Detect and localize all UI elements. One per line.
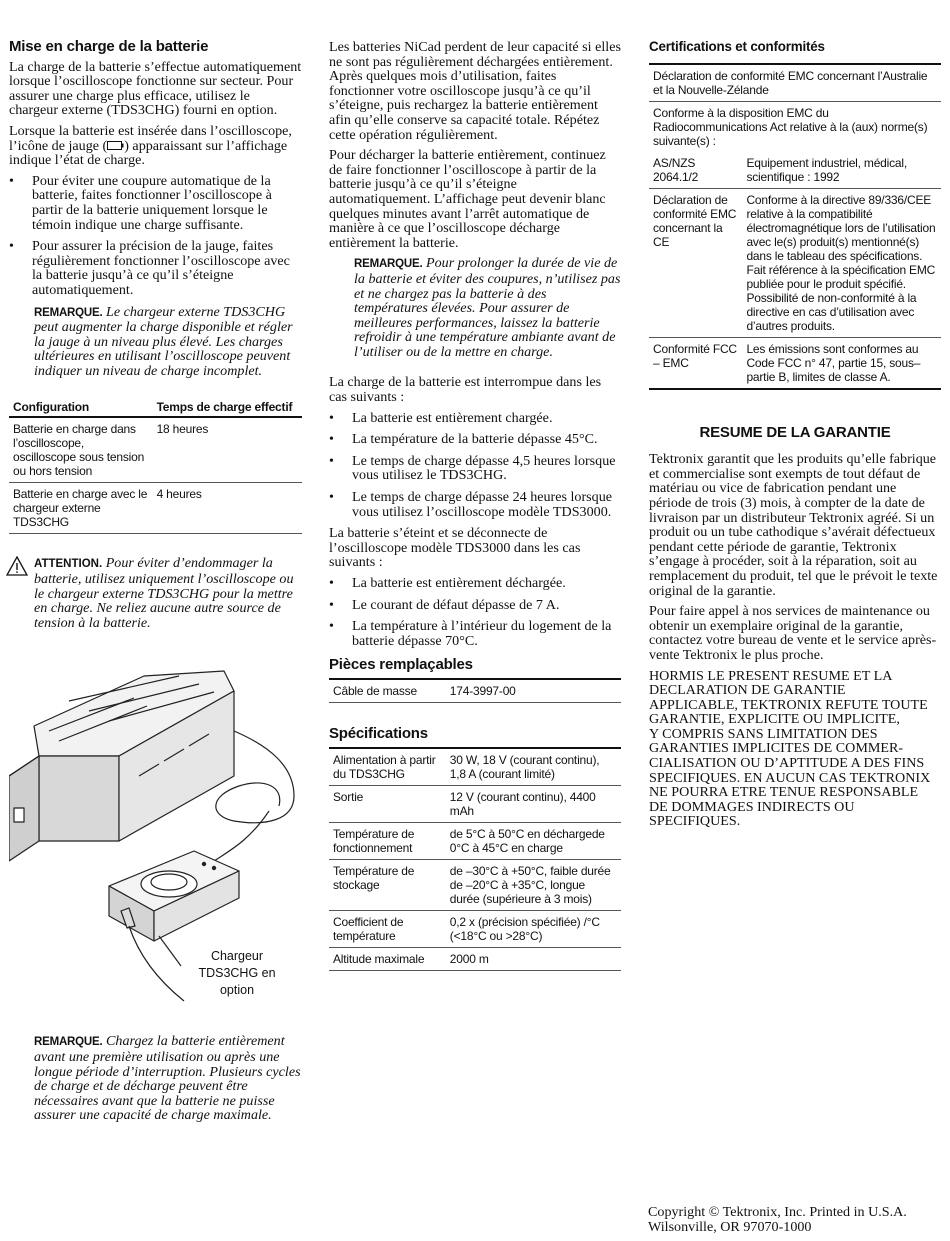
column-middle	[329, 40, 621, 971]
section-title-warranty: RESUME DE LA GARANTIE	[699, 423, 891, 441]
paragraph: Pour faire appel à nos services de maintenance ou obtenir un exemplaire original de la garantie, contactez votre bureau de vente et le service après-vente Tektronix le plus proche.	[649, 603, 937, 663]
disclaimer-line: SPECIFIQUES.	[649, 813, 741, 830]
table-cell: Déclaration de conformité EMC concernant l’Australie et la Nouvelle-Zélande	[649, 64, 941, 102]
table-cell: 4 heures	[153, 483, 302, 534]
list-item: • La batterie est entièrement chargée.	[329, 411, 621, 426]
list-item: • Pour éviter une coupure automatique de la batterie, faites fonctionner l’oscilloscope à partir de la batterie uniquement lorsque le témoin indique une charge suffisante.	[9, 174, 302, 232]
table-cell: Câble de masse	[329, 679, 446, 703]
disclaimer-line: APPLICABLE, TEKTRONIX REFUTE TOUTE	[649, 696, 928, 713]
table-cell: Température de stockage	[329, 859, 446, 910]
table-row	[329, 947, 621, 970]
bullet-list	[9, 174, 302, 298]
table-cell: Conformité FCC – EMC	[649, 337, 742, 389]
table-row	[329, 679, 621, 703]
warning-triangle-icon	[6, 556, 28, 576]
table-cell: AS/NZS 2064.1/2	[649, 152, 742, 189]
table-cell: 0,2 x (précision spécifiée) /°C (<18°C ou >28°C)	[446, 910, 621, 947]
note	[34, 305, 302, 379]
attention-label: ATTENTION.	[34, 558, 103, 571]
text-span: ) apparaissant sur l’affichage indique l’état de charge.	[9, 137, 288, 169]
disclaimer-line: GARANTIES IMPLICITES DE COMMER-	[649, 740, 904, 757]
list-item: • La température à l’intérieur du logement de la batterie dépasse 70°C.	[329, 619, 621, 648]
table-cell: 18 heures	[153, 417, 302, 483]
table-row	[329, 910, 621, 947]
table-cell: Conforme à la directive 89/336/CEE relative à la compatibilité électromagnétique lors de l’utilisation avec le(s) produit(s) mentionné(s) dans le tableau des spécifications. Fait référence à la spécification EMC publiée pour le produit spécifié. Possibilité de non-conformité à la directive en cas d’utilisation avec d’autres produits.	[742, 188, 941, 337]
attention-text: Pour éviter d’endommager la batterie, utilisez uniquement l’oscilloscope ou le chargeur externe TDS3CHG pour la mettre en charge. Ne reliez aucune autre source de tension à la batterie.	[34, 555, 294, 631]
bullet-list	[329, 576, 621, 648]
table-header: Configuration	[9, 396, 153, 417]
table-cell: Alimentation à partir du TDS3CHG	[329, 748, 446, 786]
section-title-parts: Pièces remplaçables	[329, 656, 473, 674]
attention-note	[9, 556, 302, 630]
table-row	[649, 152, 941, 189]
table-row	[9, 417, 302, 483]
table-cell: de –30°C à +50°C, faible durée de –20°C à +35°C, longue durée (supérieure à 3 mois)	[446, 859, 621, 910]
copyright-line: Copyright © Tektronix, Inc. Printed in U.S.A.	[648, 1204, 907, 1220]
table-row	[649, 188, 941, 337]
certifications-table	[649, 63, 941, 390]
table-row	[329, 859, 621, 910]
copyright-block	[648, 1205, 948, 1234]
table-cell: Equipement industriel, médical, scientifique : 1992	[742, 152, 941, 189]
disclaimer-line: SPECIFIQUES. EN AUCUN CAS TEKTRONIX	[649, 769, 931, 786]
table-cell: 30 W, 18 V (courant continu), 1,8 A (courant limité)	[446, 748, 621, 786]
table-row	[9, 483, 302, 534]
table-row	[649, 337, 941, 389]
paragraph-gauge	[9, 124, 302, 168]
table-cell: 12 V (courant continu), 4400 mAh	[446, 785, 621, 822]
paragraph: La batterie s’éteint et se déconnecte de l’oscilloscope modèle TDS3000 dans les cas suivants :	[329, 525, 581, 571]
section-title-battery-charging: Mise en charge de la batterie	[9, 38, 209, 55]
disclaimer-line: DECLARATION DE GARANTIE	[649, 682, 846, 699]
section-title-specifications: Spécifications	[329, 724, 428, 742]
list-item: • Le temps de charge dépasse 24 heures lorsque vous utilisez l’oscilloscope modèle TDS3000.	[329, 490, 621, 519]
list-item: • Le courant de défaut dépasse de 7 A.	[329, 598, 621, 613]
table-row	[329, 822, 621, 859]
list-item: • Pour assurer la précision de la jauge, faites régulièrement fonctionner l’oscilloscope avec la batterie jusqu’à ce qu’il s’éteigne automatiquement.	[9, 239, 302, 297]
column-right	[649, 36, 941, 829]
list-item: • La batterie est entièrement déchargée.	[329, 576, 621, 591]
charge-time-table	[9, 396, 302, 534]
table-header: Temps de charge effectif	[153, 396, 302, 417]
table-cell: 174-3997-00	[446, 679, 621, 703]
disclaimer-line: NE POURRA ETRE TENUE RESPONSABLE	[649, 784, 919, 801]
note-label: REMARQUE.	[354, 258, 423, 271]
charger-illustration	[9, 636, 302, 1028]
table-row	[329, 748, 621, 786]
battery-gauge-icon	[107, 141, 124, 150]
table-cell: Batterie en charge dans l’oscilloscope, oscilloscope sous tension ou hors tension	[9, 417, 153, 483]
table-cell: Coefficient de température	[329, 910, 446, 947]
paragraph: Pour décharger la batterie entièrement, continuez de faire fonctionner l’oscilloscope à partir de la batterie jusqu’à ce qu’il s’éteigne automatiquement. L’affichage peut devenir blanc quelques minutes avant l’arrêt automatique de manière à ce que l’oscilloscope décharge entièrement la batterie.	[329, 147, 606, 251]
paragraph: La charge de la batterie s’effectue automatiquement lorsque l’oscilloscope fonctionne sur secteur. Pour assurer une charge plus efficace, utilisez le chargeur externe (TDS3CHG) fourni en option.	[9, 58, 302, 119]
list-item: • Le temps de charge dépasse 4,5 heures lorsque vous utilisez le TDS3CHG.	[329, 454, 621, 483]
figure-caption: Chargeur TDS3CHG en option	[198, 949, 276, 998]
table-cell: Batterie en charge avec le chargeur externe TDS3CHG	[9, 483, 153, 534]
note	[34, 1034, 302, 1123]
disclaimer-line: CIALISATION OU D’APTITUDE A DES FINS	[649, 755, 925, 772]
warranty-disclaimer	[649, 669, 941, 830]
disclaimer-line: DE DOMMAGES INDIRECTS OU	[649, 798, 855, 815]
table-row	[649, 64, 941, 102]
table-row	[329, 785, 621, 822]
paragraph: Tektronix garantit que les produits qu’elle fabrique et commercialise sont exempts de tout défaut de matériau ou vice de fabrication pendant une période de trois (3) mois, à compter de la date de livraison par un distributeur Tektronix agréé. Si un produit ou un tube cathodique s’avérait défectueux pendant cette période de garantie, Tektronix s’engage à procéder, soit à la réparation, soit au remplacement du produit, tel que le prévoit le texte original de la garantie.	[649, 451, 938, 599]
bullet-list	[329, 411, 621, 520]
table-cell: Déclaration de conformité EMC concernant la CE	[649, 188, 742, 337]
table-cell: Conforme à la disposition EMC du Radiocommunications Act relative à la (aux) norme(s) suivante(s) :	[653, 105, 928, 148]
note-label: REMARQUE.	[34, 1036, 103, 1049]
paragraph: La charge de la batterie est interrompue dans les cas suivants :	[329, 374, 602, 406]
column-left	[9, 36, 302, 1131]
table-row	[649, 101, 941, 152]
section-title-certifications: Certifications et conformités	[649, 39, 825, 54]
text-span: Lorsque la batterie est insérée dans l’oscilloscope, l’icône de jauge (	[9, 122, 292, 154]
note-label: REMARQUE.	[34, 306, 103, 319]
disclaimer-line: Y COMPRIS SANS LIMITATION DES	[649, 725, 878, 742]
table-cell: Sortie	[329, 785, 446, 822]
address-line: Wilsonville, OR 97070-1000	[648, 1218, 812, 1235]
disclaimer-line: GARANTIE, EXPLICITE OU IMPLICITE,	[649, 711, 900, 728]
specifications-table	[329, 747, 621, 971]
note-text: Pour prolonger la durée de vie de la batterie et éviter des coupures, n’utilisez pas et ne chargez pas la batterie à des températures élevées. Pour assurer de meilleures performances, laissez la batterie refroidir à une température ambiante avant de l’utiliser ou de la mettre en charge.	[354, 255, 621, 360]
note-text: Chargez la batterie entièrement avant une première utilisation ou après une longue période d’interruption. Plusieurs cycles de charge et de décharge peuvent être nécessaires avant que la batterie ne puisse assurer une capacité de charge maximale.	[34, 1033, 301, 1124]
table-cell: Les émissions sont conformes au Code FCC n° 47, partie 15, sous–partie B, limites de classe A.	[742, 337, 941, 389]
disclaimer-line: HORMIS LE PRESENT RESUME ET LA	[649, 667, 893, 684]
list-item: • La température de la batterie dépasse 45°C.	[329, 432, 621, 447]
table-cell: 2000 m	[446, 947, 621, 970]
table-cell: Température de fonctionnement	[329, 822, 446, 859]
note-text: Le chargeur externe TDS3CHG peut augmenter la charge disponible et régler la jauge à un niveau plus élevé. Les charges ultérieures en utilisant l’oscilloscope peuvent indiquer un niveau de charge incomplet.	[34, 303, 293, 379]
table-cell: de 5°C à 50°C en déchargede 0°C à 45°C en charge	[446, 822, 621, 859]
parts-table	[329, 678, 621, 703]
note	[354, 256, 621, 359]
table-cell: Altitude maximale	[329, 947, 446, 970]
paragraph: Les batteries NiCad perdent de leur capacité si elles ne sont pas régulièrement déchargées entièrement. Après quelques mois d’utilisation, faites fonctionner votre oscilloscope jusqu’à ce qu’il s’éteigne, puis rechargez la batterie entièrement afin qu’elle conserve sa capacité totale. Répétez cette opération régulièrement.	[329, 39, 621, 143]
